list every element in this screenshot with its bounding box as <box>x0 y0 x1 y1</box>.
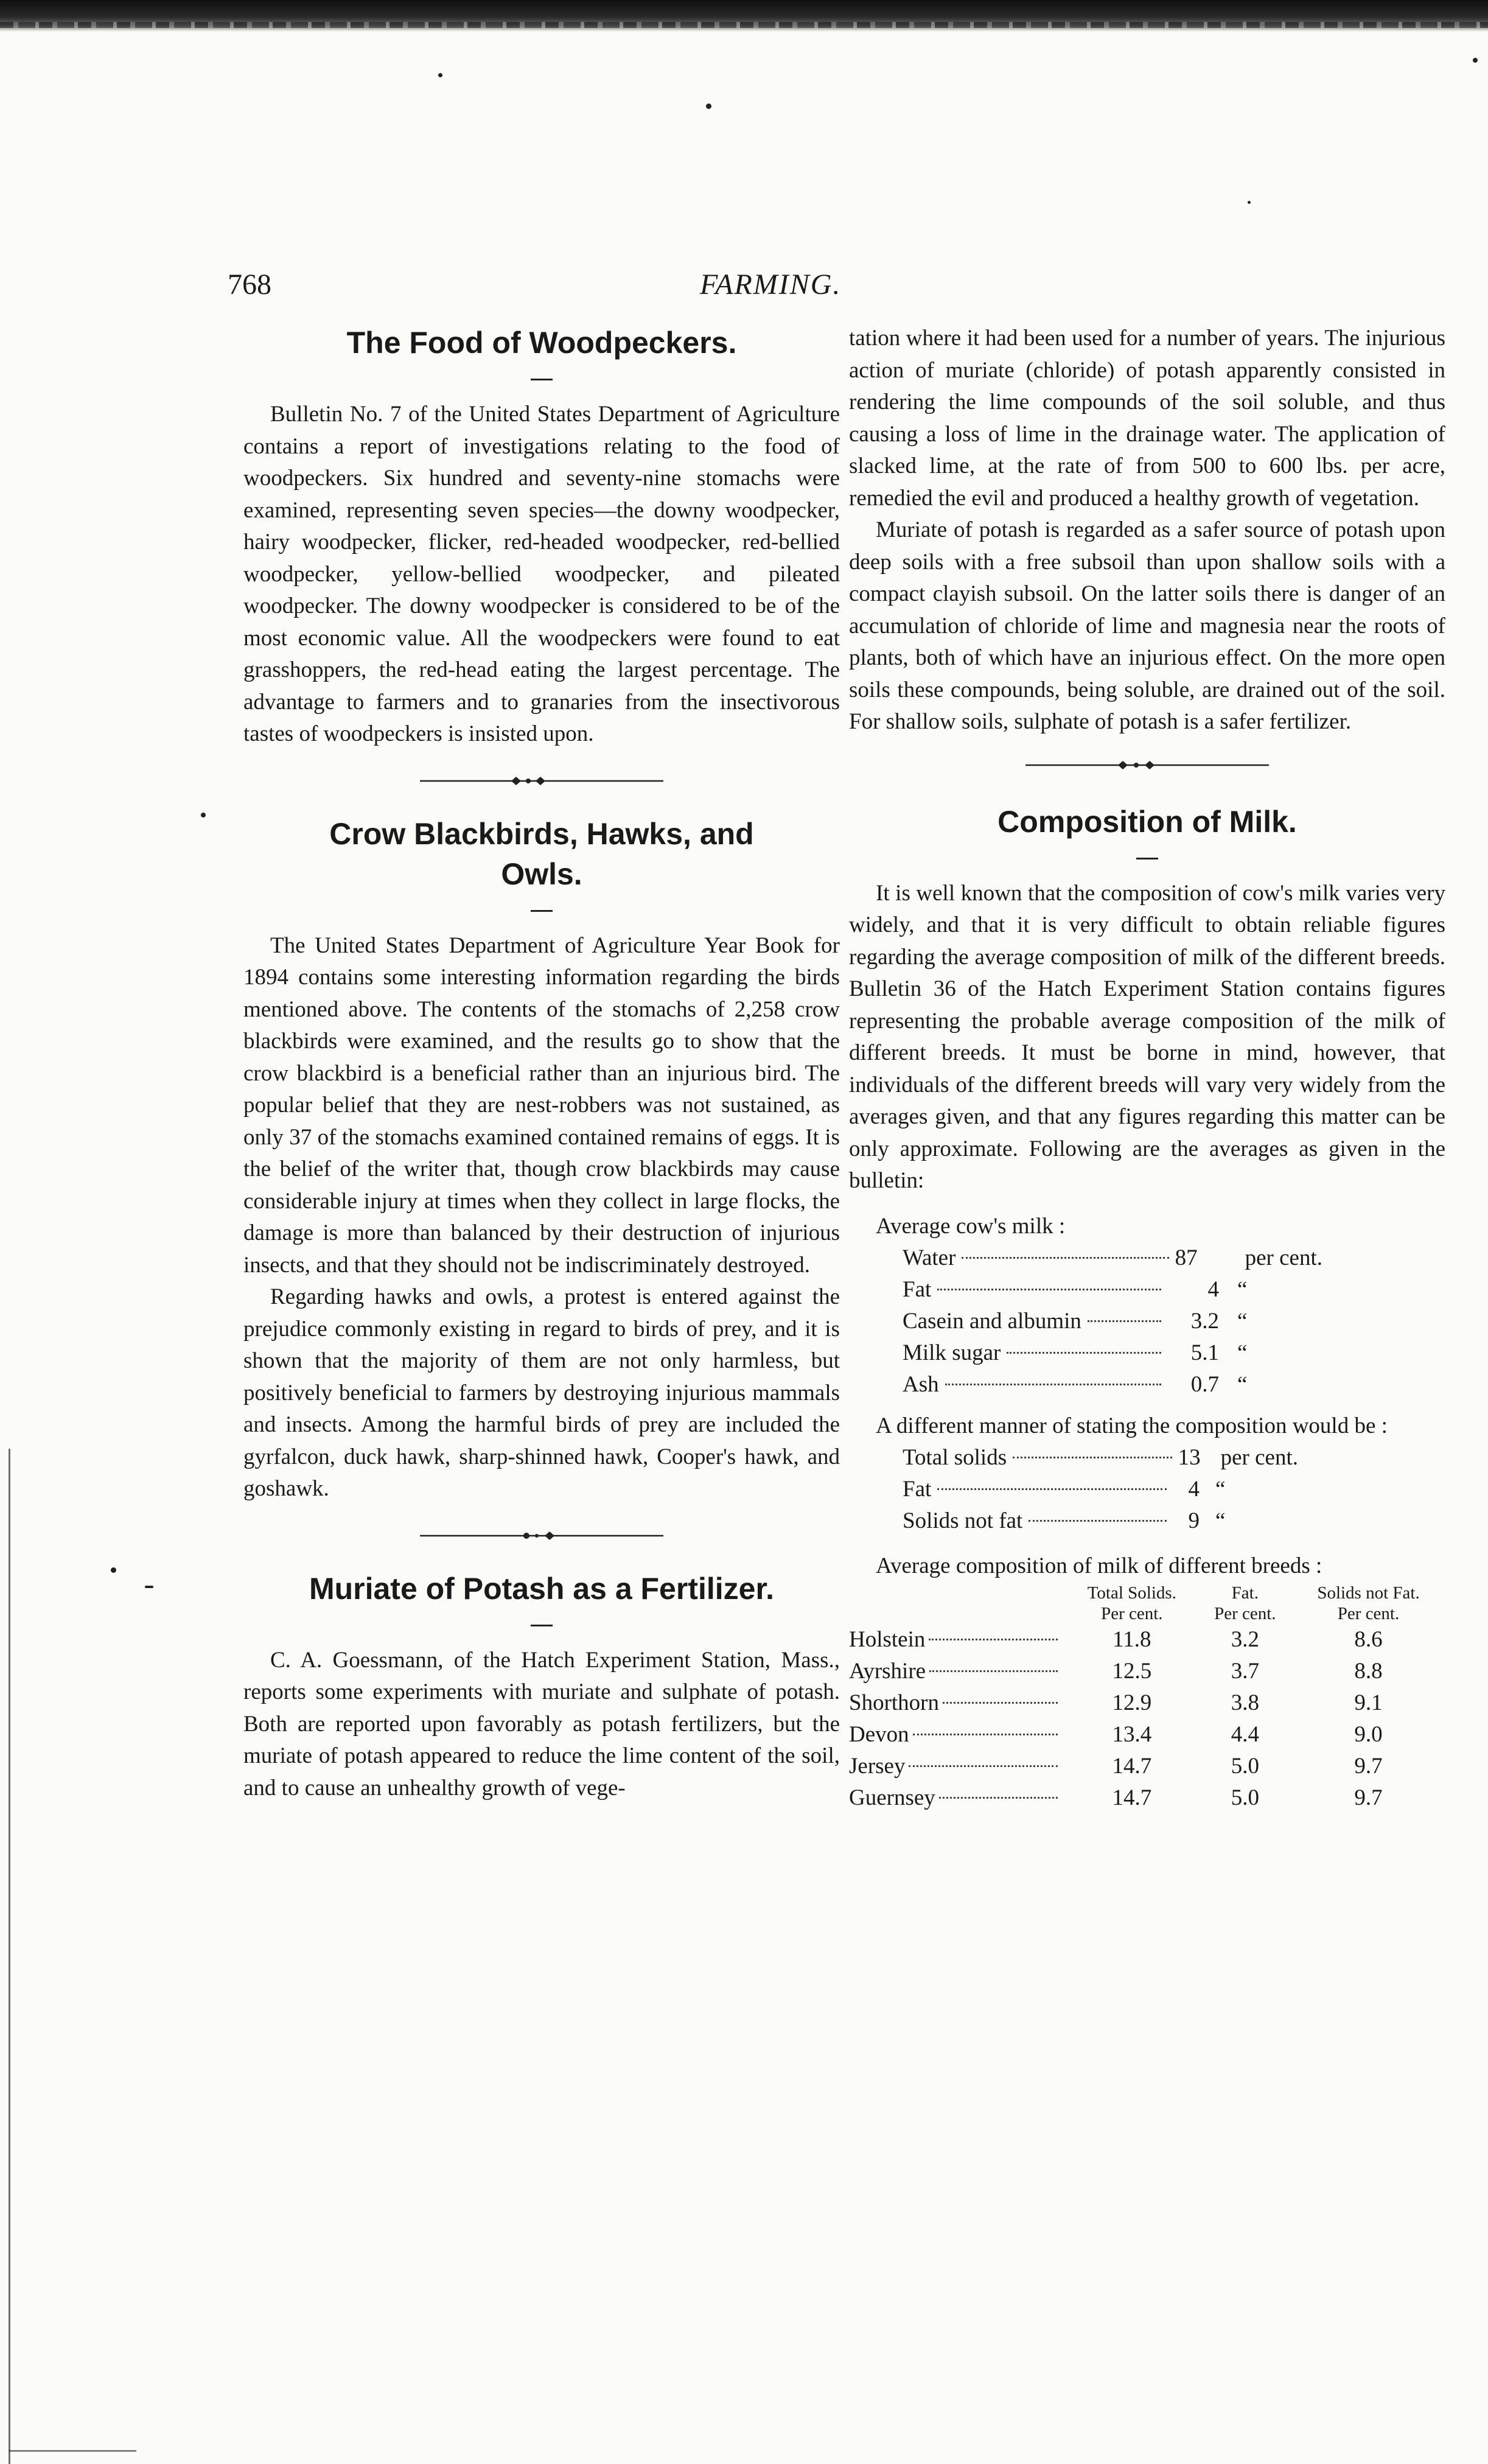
table-row <box>849 1656 1445 1687</box>
solids-not-fat-cell: 9.1 <box>1354 1690 1383 1715</box>
col-unit: Per cent. <box>1101 1603 1163 1623</box>
breed-name: Devon <box>849 1721 909 1747</box>
milk-intro-paragraph: It is well known that the composition of cow's milk varies very widely, and that it is very difficult to obtain reliable figures regarding the average composition of milk of the different breeds. Bulletin 36 of the Hatch Experiment Station contains figures representing the probable average composition of the milk of different breeds. It must be borne in mind, however, that individuals of the different breeds will vary very widely from the averages given, and that any figures regarding this matter can be only approximate. Following are the averages as given in the bulletin: <box>849 880 1445 1193</box>
solids-unit: “ <box>1215 1477 1226 1502</box>
fat-cell: 4.4 <box>1231 1721 1259 1747</box>
breed-name: Ayrshire <box>849 1658 926 1684</box>
potash-paragraph: C. A. Goessmann, of the Hatch Experiment Station, Mass., reports some experiments with muriate and sulphate of potash. Both are reported upon favorably as potash fertilizers, but the muriate of potash appeared to reduce the lime content of the soil, and to cause an unhealthy growth of vege- <box>243 1647 840 1801</box>
average-row <box>903 1369 1322 1401</box>
section-ornament-divider <box>420 1530 663 1542</box>
fat-cell: 3.8 <box>1231 1690 1259 1715</box>
col-header-solids-not-fat: Solids not Fat. <box>1317 1583 1420 1603</box>
total-solids-cell: 12.9 <box>1112 1690 1152 1715</box>
woodpeckers-title: The Food of Woodpeckers. <box>346 326 737 360</box>
average-unit: “ <box>1237 1276 1248 1302</box>
table-row <box>849 1782 1445 1814</box>
section-ornament-divider <box>420 775 663 787</box>
solids-label: Fat <box>903 1477 932 1502</box>
fat-cell: 3.2 <box>1231 1626 1259 1652</box>
fat-cell: 3.7 <box>1231 1658 1259 1684</box>
right-column <box>849 323 1445 1814</box>
scan-speck <box>1248 201 1251 204</box>
crows-title-line2: Owls. <box>501 856 582 891</box>
crows-title-line1: Crow Blackbirds, Hawks, and <box>329 816 754 851</box>
total-solids-cell: 13.4 <box>1112 1721 1152 1747</box>
potash-title: Muriate of Potash as a Fertilizer. <box>309 1571 775 1606</box>
fat-cell: 5.0 <box>1231 1753 1259 1779</box>
solids-value: 9 <box>1188 1508 1200 1533</box>
average-label: Fat <box>903 1276 932 1302</box>
page-number: 768 <box>228 268 271 301</box>
solids-row <box>903 1505 1298 1537</box>
solids-not-fat-cell: 8.8 <box>1354 1658 1383 1684</box>
table-row <box>849 1719 1445 1751</box>
scan-speck <box>201 813 206 817</box>
total-solids-cell: 11.8 <box>1113 1626 1151 1652</box>
solids-not-fat-cell: 9.0 <box>1354 1721 1383 1747</box>
running-title: FARMING. <box>700 268 842 301</box>
average-label: Water <box>903 1245 956 1270</box>
title-dash <box>531 379 553 380</box>
average-row <box>903 1337 1322 1369</box>
scan-speck <box>1473 58 1478 63</box>
scan-speck <box>111 1567 116 1573</box>
fat-cell: 5.0 <box>1231 1785 1259 1810</box>
average-row <box>903 1306 1322 1337</box>
scan-bottom-edge <box>9 2450 136 2452</box>
breeds-header-row <box>849 1583 1445 1603</box>
solids-list <box>849 1442 1298 1537</box>
breed-name: Holstein <box>849 1626 926 1652</box>
solids-row <box>903 1442 1298 1474</box>
scan-speck <box>145 1586 153 1588</box>
solids-not-fat-cell: 9.7 <box>1354 1753 1383 1779</box>
solids-unit: per cent. <box>1220 1445 1298 1470</box>
col-header-total-solids: Total Solids. <box>1087 1583 1176 1603</box>
col-header-fat: Fat. <box>1231 1583 1259 1603</box>
average-label: Casein and albumin <box>903 1308 1081 1334</box>
average-unit: “ <box>1237 1308 1248 1334</box>
solids-unit: “ <box>1215 1508 1226 1533</box>
breeds-intro-text: Average composition of milk of different breeds : <box>876 1553 1322 1578</box>
section-ornament-divider <box>1025 759 1269 771</box>
average-value: 4 <box>1207 1276 1219 1302</box>
average-row <box>903 1242 1322 1274</box>
average-value: 87 <box>1175 1245 1198 1270</box>
breeds-table <box>849 1583 1445 1814</box>
average-label: Milk sugar <box>903 1340 1001 1365</box>
scan-speck <box>438 73 442 77</box>
title-dash <box>1136 858 1158 859</box>
solids-label: Total solids <box>903 1445 1007 1470</box>
breeds-units-row <box>849 1603 1445 1624</box>
average-label: Ash <box>903 1371 939 1397</box>
breed-name: Jersey <box>849 1753 906 1779</box>
average-value: 0.7 <box>1190 1371 1219 1397</box>
title-dash <box>531 910 553 912</box>
breed-name: Guernsey <box>849 1785 935 1810</box>
solids-value: 13 <box>1178 1445 1201 1470</box>
table-row <box>849 1624 1445 1656</box>
potash-continued-paragraph-2: Muriate of potash is regarded as a safer source of potash upon deep soils with a free subsoil than upon shallow soils with a compact clayish subsoil. On the latter soils there is danger of an accumulation of chloride of lime and magnesia near the roots of plants, both of which have an injurious effect. On the more open soils these compounds, being soluble, are drained out of the soil. For shallow soils, sulphate of potash is a safer fertilizer. <box>849 517 1445 734</box>
scan-left-edge <box>9 1449 10 2464</box>
crows-title <box>243 814 840 894</box>
scan-speck <box>706 103 711 109</box>
solids-not-fat-cell: 9.7 <box>1354 1785 1383 1810</box>
average-unit: per cent. <box>1245 1245 1322 1270</box>
average-unit: “ <box>1237 1371 1248 1397</box>
milk-title: Composition of Milk. <box>997 804 1297 839</box>
crows-paragraph-2: Regarding hawks and owls, a protest is entered against the prejudice commonly existing in regard to birds of prey, and it is shown that the majority of them are not only harmless, but positively beneficial to farmers by destroying injurious mammals and insects. Among the harmful birds of prey are included the gyrfalcon, duck hawk, sharp-shinned hawk, Cooper's hawk, and goshawk. <box>243 1284 840 1501</box>
woodpeckers-paragraph: Bulletin No. 7 of the United States Department of Agriculture contains a report of investigations relating to the food of woodpeckers. Six hundred and seventy-nine stomachs were examined, representing seven species—the downy woodpecker, hairy woodpecker, flicker, red-headed woodpecker, red-bellied woodpecker, yellow-bellied woodpecker, and pileated woodpecker. The downy woodpecker is considered to be of the most economic value. All the woodpeckers were found to eat grasshoppers, the red-head eating the largest percentage. The advantage to farmers and to granaries from the insectivorous tastes of woodpeckers is insisted upon. <box>243 402 840 746</box>
solids-row <box>903 1474 1298 1505</box>
potash-continued-paragraph-1: tation where it had been used for a number of years. The injurious action of muriate (chloride) of potash apparently consisted in rendering the lime compounds of the soil soluble, and thus causing a loss of lime in the drainage water. The application of slacked lime, at the rate of from 500 to 600 lbs. per acre, remedied the evil and produced a healthy growth of vegetation. <box>849 326 1445 511</box>
breed-name: Shorthorn <box>849 1690 939 1715</box>
average-milk-list <box>876 1242 1322 1401</box>
total-solids-cell: 14.7 <box>1112 1753 1152 1779</box>
average-milk-block <box>849 1211 1445 1401</box>
average-milk-heading: Average cow's milk : <box>876 1213 1066 1239</box>
different-manner-text: A different manner of stating the composition would be : <box>876 1413 1388 1438</box>
table-row <box>849 1687 1445 1719</box>
table-row <box>849 1751 1445 1782</box>
average-value: 3.2 <box>1190 1308 1219 1334</box>
col-unit: Per cent. <box>1214 1603 1276 1623</box>
col-unit: Per cent. <box>1337 1603 1400 1623</box>
total-solids-cell: 12.5 <box>1112 1658 1152 1684</box>
average-value: 5.1 <box>1190 1340 1219 1365</box>
solids-not-fat-cell: 8.6 <box>1354 1626 1383 1652</box>
crows-paragraph-1: The United States Department of Agriculture Year Book for 1894 contains some interesting information regarding the birds mentioned above. The contents of the stomachs of 2,258 crow blackbirds were examined, and the results go to show that the crow blackbird is a beneficial rather than an injurious bird. The popular belief that they are nest-robbers was not sustained, as only 37 of the stomachs examined contained remains of eggs. It is the belief of the writer that, though crow blackbirds may cause considerable injury at times when they collect in large flocks, the damage is more than balanced by their destruction of injurious insects, and that they should not be indiscriminately destroyed. <box>243 933 840 1278</box>
average-unit: “ <box>1237 1340 1248 1365</box>
title-dash <box>531 1625 553 1626</box>
left-column <box>243 323 840 1804</box>
total-solids-cell: 14.7 <box>1112 1785 1152 1810</box>
solids-value: 4 <box>1188 1477 1200 1502</box>
scan-top-edge <box>0 0 1488 32</box>
average-row <box>903 1274 1322 1306</box>
solids-label: Solids not fat <box>903 1508 1023 1533</box>
